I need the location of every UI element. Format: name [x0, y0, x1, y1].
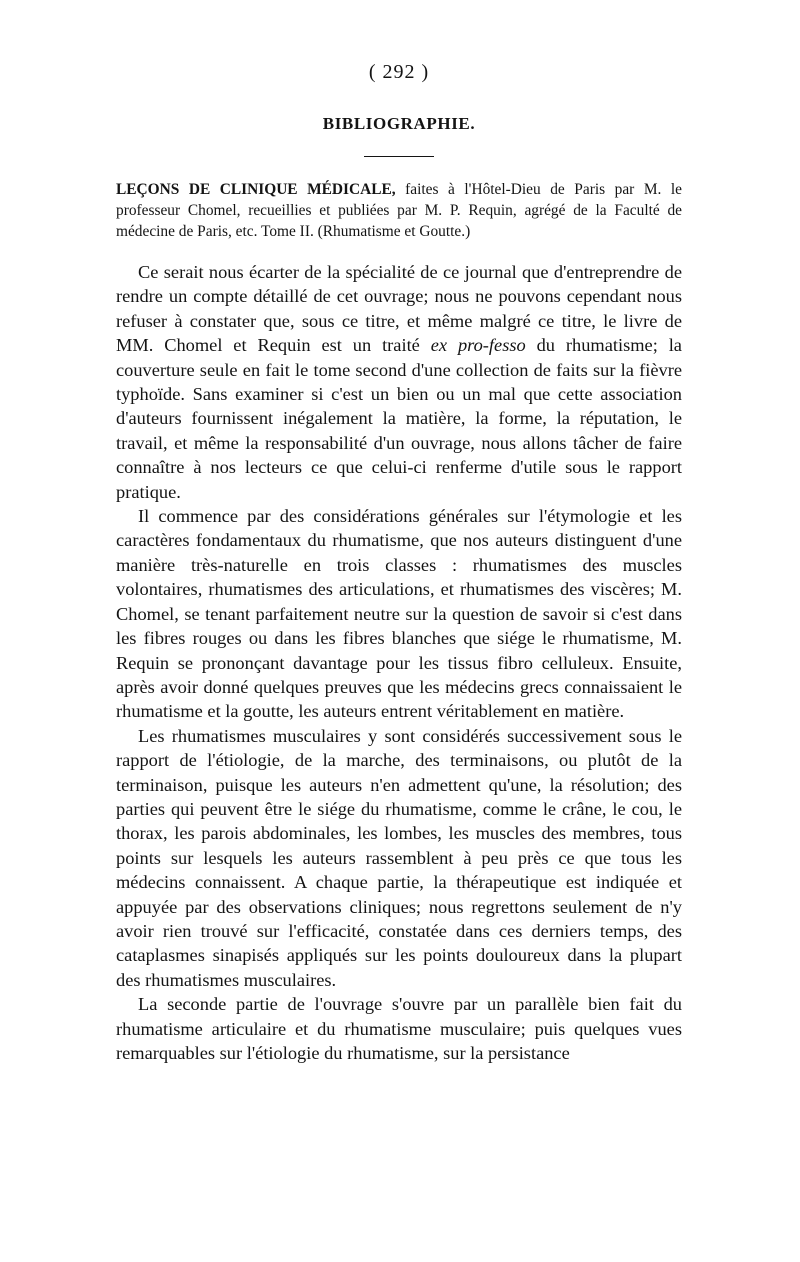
title-divider: [364, 156, 434, 157]
reviewed-book-citation: [116, 179, 682, 242]
paragraph-3: Les rhumatismes musculaires y sont considérés successivement sous le rapport de l'étiologie, de la marche, des terminaisons, ou plutôt de la terminaison, puisque les auteurs n'en admettent qu'une, la résolution; des parties qui peuvent être le siége du rhumatisme, comme le crâne, le cou, le thorax, les parois abdominales, les lombes, les muscles des membres, tous points sur lesquels les auteurs rassemblent à peu près ce que tous les médecins connaissent. A chaque partie, la thérapeutique est indiquée et appuyée par des observations cliniques; nous regrettons seulement de n'y avoir rien trouvé sur l'efficacité, constatée dans ces derniers temps, des cataplasmes sinapisés appliqués sur les points douloureux dans la plupart des rhumatismes musculaires.: [116, 725, 682, 990]
book-page: [116, 60, 682, 1065]
paragraph-1-text-start: Ce serait nous écarter de la spécialité de ce journal que d'entreprendre de rendre un compte détaillé de cet ouvrage; nous ne pouvons cependant nous refuser à constater que, sous ce titre, et même malgré ce titre, le livre de MM. Chomel et Requin est un traité: [116, 262, 682, 356]
section-title: BIBLIOGRAPHIE.: [322, 114, 476, 133]
paragraph-1: [116, 260, 682, 504]
paragraph-4: La seconde partie de l'ouvrage s'ouvre par un parallèle bien fait du rhumatisme articulaire et du rhumatisme musculaire; puis quelques vues remarquables sur l'étiologie du rhumatisme, sur la persistance: [116, 994, 682, 1063]
page-number: ( 292 ): [368, 61, 430, 83]
reviewed-book-title: LEÇONS DE CLINIQUE MÉDICALE,: [116, 181, 396, 198]
latin-phrase: ex pro-fesso: [430, 335, 526, 356]
reviewed-book-details: faites à l'Hôtel-Dieu de Paris par M. le professeur Chomel, recueillies et publiées par M. P. Requin, agrégé de la Faculté de médecine de Paris, etc. Tome II. (Rhumatisme et Goutte.): [116, 181, 682, 240]
paragraph-2: Il commence par des considérations générales sur l'étymologie et les caractères fondamentaux du rhumatisme, que nos auteurs distinguent d'une manière très-naturelle en trois classes : rhumatismes des muscles volontaires, rhumatismes des articulations, et rhumatismes des viscères; M. Chomel, se tenant parfaitement neutre sur la question de savoir si c'est dans les fibres rouges ou dans les fibres blanches que siége le rhumatisme, M. Requin se prononçant davantage pour les tissus fibro celluleux. Ensuite, après avoir donné quelques preuves que les médecins grecs connaissaient le rhumatisme et la goutte, les auteurs entrent véritablement en matière.: [116, 506, 682, 722]
paragraph-1-text-end: du rhumatisme; la couverture seule en fait le tome second d'une collection de faits sur la fièvre typhoïde. Sans examiner si c'est un bien ou un mal que cette association d'auteurs fournissent inégalement la matière, la forme, la réputation, le travail, et même la responsabilité d'un ouvrage, nous allons tâcher de faire connaître à nos lecteurs ce que celui-ci renferme d'utile sous le rapport pratique.: [116, 335, 682, 502]
